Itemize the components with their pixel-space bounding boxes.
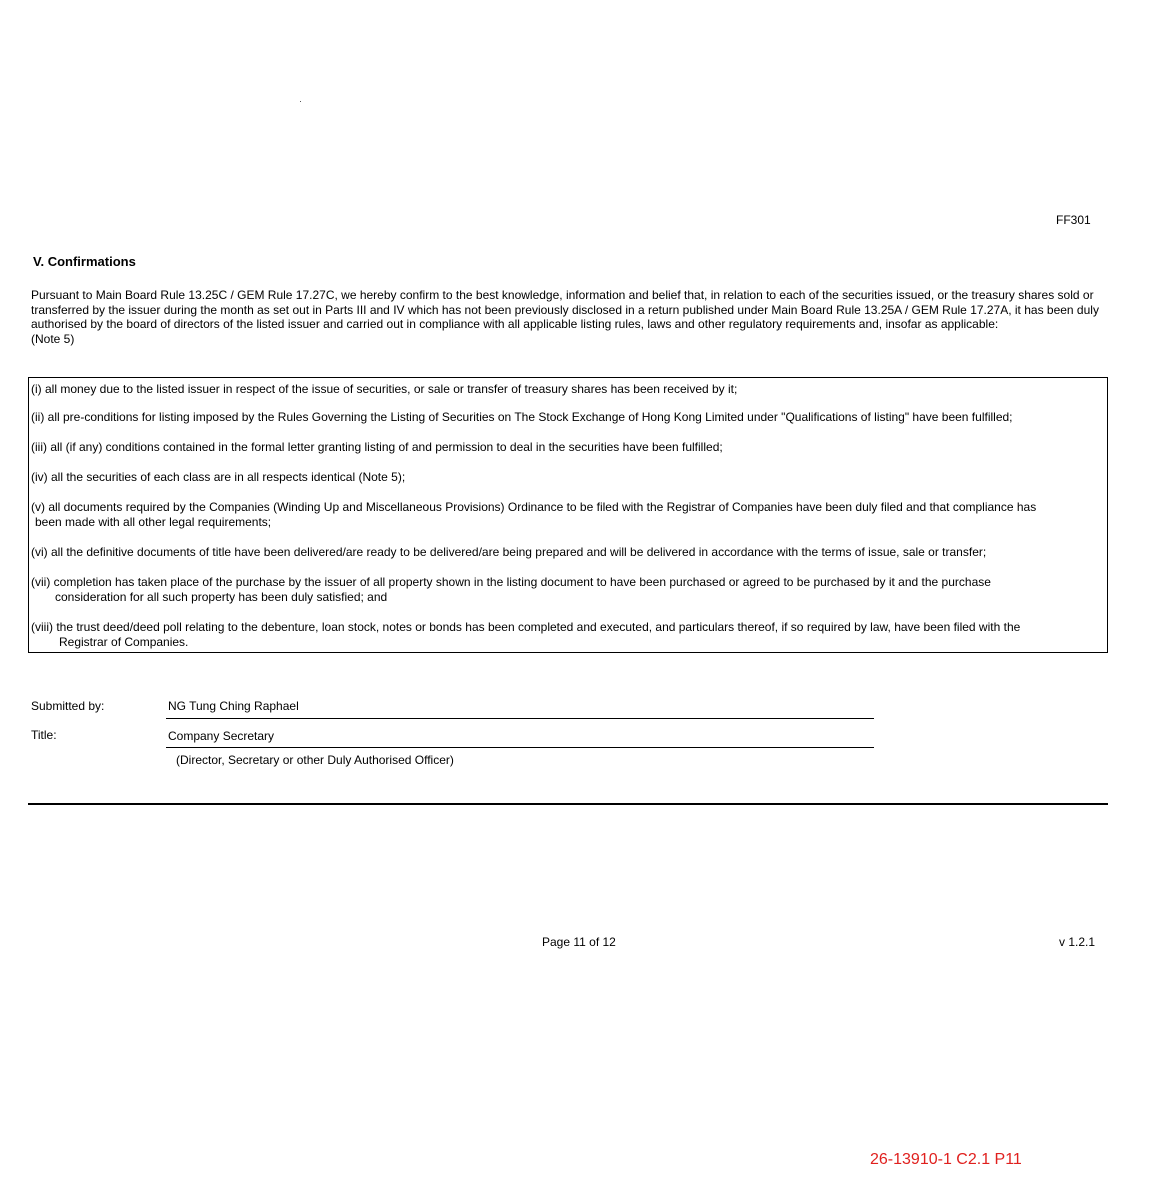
confirmation-item-iii [31, 440, 1101, 455]
section-title: V. Confirmations [33, 254, 136, 269]
confirmation-item-v [31, 500, 1101, 529]
confirmation-item-ii [31, 410, 1101, 425]
title-hint: (Director, Secretary or other Duly Authorised Officer) [176, 753, 454, 767]
version-label: v 1.2.1 [1059, 935, 1096, 949]
document-stamp: 26-13910-1 C2.1 P11 [870, 1151, 1022, 1168]
intro-note: (Note 5) [31, 331, 75, 346]
stray-dot [300, 101, 301, 102]
title-value: Company Secretary [168, 729, 275, 743]
confirmation-text: (ii) all pre-conditions for listing imposed by the Rules Governing the Listing of Securities on The Stock Exchange of Hong Kong Limited under "Qualifications of listing" have been fulfilled; [31, 410, 1013, 424]
confirmation-item-i [31, 382, 1101, 397]
submitted-by-value: NG Tung Ching Raphael [168, 699, 299, 713]
submitted-by-underline [166, 718, 874, 719]
confirmation-text-continued: Registrar of Companies. [59, 634, 189, 649]
submitted-by-label: Submitted by: [31, 699, 105, 713]
confirmation-item-iv [31, 470, 1101, 485]
form-code: FF301 [1056, 213, 1091, 227]
section-divider [28, 803, 1108, 805]
confirmation-text-continued: consideration for all such property has been duly satisfied; and [55, 589, 388, 604]
confirmation-item-vi [31, 545, 1101, 560]
confirmation-text: (iii) all (if any) conditions contained in the formal letter granting listing of and permission to deal in the securities have been fulfilled; [31, 440, 723, 454]
intro-text: Pursuant to Main Board Rule 13.25C / GEM Rule 17.27C, we hereby confirm to the best knowledge, information and belief that, in relation to each of the securities issued, or the treasury shares sold or transferred by the issuer during the month as set out in Parts III and IV which has not been previously disclosed in a return published under Main Board Rule 13.25A / GEM Rule 17.27A, it has been duly authorised by the board of directors of the listed issuer and carried out in compliance with all applicable listing rules, laws and other regulatory requirements and, insofar as applicable: [31, 288, 1099, 332]
intro-paragraph [31, 288, 1111, 346]
confirmations-box [28, 377, 1108, 653]
confirmation-text-continued: been made with all other legal requirements; [35, 514, 272, 529]
confirmation-text: (iv) all the securities of each class are in all respects identical (Note 5); [31, 470, 406, 484]
confirmation-text: (v) all documents required by the Companies (Winding Up and Miscellaneous Provisions) Ordinance to be filed with the Registrar of Companies have been duly filed and that compliance has [31, 500, 1037, 514]
confirmation-text: (viii) the trust deed/deed poll relating to the debenture, loan stock, notes or bonds has been completed and executed, and particulars thereof, if so required by law, have been filed with the [31, 620, 1021, 634]
confirmation-text: (i) all money due to the listed issuer in respect of the issue of securities, or sale or transfer of treasury shares has been received by it; [31, 382, 738, 396]
confirmation-item-vii [31, 575, 1101, 604]
confirmation-item-viii [31, 620, 1101, 649]
title-label: Title: [31, 728, 57, 742]
page-number: Page 11 of 12 [542, 935, 616, 949]
confirmation-text: (vi) all the definitive documents of title have been delivered/are ready to be delivered/are being prepared and will be delivered in accordance with the terms of issue, sale or transfer; [31, 545, 987, 559]
title-underline [166, 747, 874, 748]
confirmation-text: (vii) completion has taken place of the purchase by the issuer of all property shown in the listing document to have been purchased or agreed to be purchased by it and the purchase [31, 575, 991, 589]
